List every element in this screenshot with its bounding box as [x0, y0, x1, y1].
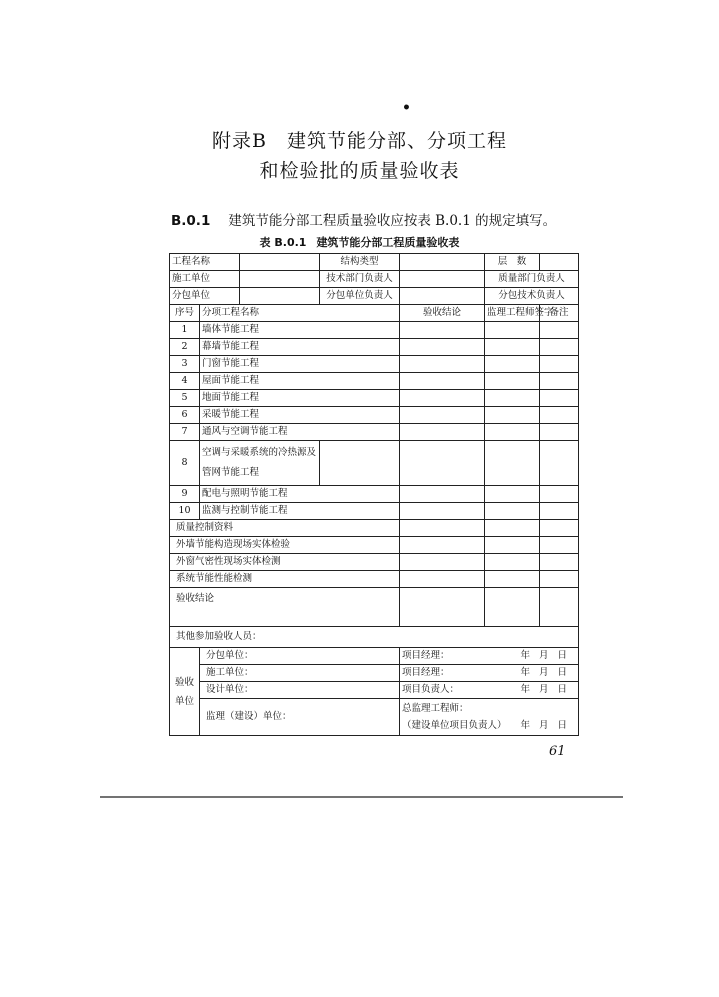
col-no-header: 序号: [170, 305, 200, 322]
item-name: 配电与照明节能工程: [200, 486, 400, 503]
accept-unit-name: 设计单位：: [200, 682, 400, 699]
cell: [540, 537, 579, 554]
wall-test-label: 外墙节能构造现场实体检验: [170, 537, 400, 554]
table-row: [170, 486, 579, 503]
appendix-title: 附录B 建筑节能分部、分项工程: [212, 130, 507, 152]
cell: [540, 390, 579, 407]
sub-unit-head-value: [400, 288, 485, 305]
date-field: 年月日: [520, 667, 577, 678]
accept-role: 项目经理：: [402, 650, 450, 661]
tech-dept-head-label: 技术部门负责人: [320, 271, 400, 288]
sub-unit-head-label: 分包单位负责人: [320, 288, 400, 305]
item-name: 空调与采暖系统的冷热源及管网节能工程: [200, 441, 320, 486]
conclusion-label: 验收结论: [170, 588, 400, 627]
floors-label: 层 数: [485, 254, 540, 271]
accept-unit-name: 施工单位：: [200, 665, 400, 682]
cell: [485, 571, 540, 588]
date-field: 年月日: [520, 720, 577, 731]
item-name: 幕墙节能工程: [200, 339, 400, 356]
table-caption-number: 表 B.0.1: [259, 236, 307, 249]
clause-text: 建筑节能分部工程质量验收应按表 B.0.1 的规定填写。: [228, 213, 557, 229]
col-item-header: 分项工程名称: [200, 305, 400, 322]
cell: [540, 373, 579, 390]
cell: [485, 373, 540, 390]
owner-head-label: （建设单位项目负责人）: [402, 720, 507, 731]
cell: [540, 588, 579, 627]
clause: [171, 209, 556, 229]
table-row: [170, 356, 579, 373]
cell: [400, 520, 485, 537]
cell: [485, 390, 540, 407]
construction-unit-label: 施工单位: [170, 271, 240, 288]
chief-supervisor-label: 总监理工程师：: [402, 703, 469, 714]
table-row: [170, 627, 579, 648]
cell: [540, 424, 579, 441]
others-label: 其他参加验收人员：: [170, 627, 579, 648]
accept-role-cell: [400, 665, 579, 682]
item-no: 7: [170, 424, 200, 441]
date-field: 年月日: [520, 684, 577, 695]
cell: [400, 339, 485, 356]
cell: [540, 322, 579, 339]
cell: [400, 486, 485, 503]
page-marker: •: [402, 100, 411, 116]
accept-role-cell: [400, 648, 579, 665]
table-row: [170, 407, 579, 424]
cell: [400, 554, 485, 571]
item-name: 墙体节能工程: [200, 322, 400, 339]
sub-unit-value: [240, 288, 320, 305]
item-name: 通风与空调节能工程: [200, 424, 400, 441]
table-row: [170, 588, 579, 627]
cell: [485, 554, 540, 571]
cell: [540, 571, 579, 588]
bottom-rule: [100, 796, 623, 798]
cell: [485, 322, 540, 339]
table-row: [170, 554, 579, 571]
cell: [540, 520, 579, 537]
cell: [400, 407, 485, 424]
table-row: [170, 288, 579, 305]
table-row: [170, 424, 579, 441]
window-test-label: 外窗气密性现场实体检测: [170, 554, 400, 571]
item-no: 8: [170, 441, 200, 486]
col-note-header: 备注: [540, 305, 579, 322]
sub-unit-label: 分包单位: [170, 288, 240, 305]
project-name-label: 工程名称: [170, 254, 240, 271]
system-test-label: 系统节能性能检测: [170, 571, 400, 588]
sub-tech-head-label: 分包技术负责人: [485, 288, 579, 305]
table-header-row: [170, 305, 579, 322]
cell: [540, 503, 579, 520]
accept-unit-label: 验收单位: [170, 648, 200, 736]
structure-type-label: 结构类型: [320, 254, 400, 271]
appendix-subtitle: 和检验批的质量验收表: [259, 160, 460, 182]
accept-role-cell: [400, 682, 579, 699]
page-number: 61: [549, 744, 566, 759]
cell: [540, 339, 579, 356]
table-row: [170, 520, 579, 537]
cell: [400, 503, 485, 520]
cell: [485, 407, 540, 424]
cell: [485, 503, 540, 520]
quality-data-label: 质量控制资料: [170, 520, 400, 537]
cell: [400, 424, 485, 441]
cell: [320, 441, 400, 486]
table-row: [170, 682, 579, 699]
table-row: [170, 537, 579, 554]
cell: [400, 571, 485, 588]
table-row: [170, 571, 579, 588]
col-conclusion-header: 验收结论: [400, 305, 485, 322]
table-row: [170, 665, 579, 682]
accept-unit-name: 分包单位：: [200, 648, 400, 665]
item-no: 10: [170, 503, 200, 520]
project-name-value: [240, 254, 320, 271]
table-row: [170, 503, 579, 520]
cell: [400, 373, 485, 390]
cell: [540, 554, 579, 571]
cell: [485, 441, 540, 486]
construction-unit-value: [240, 271, 320, 288]
item-name: 屋面节能工程: [200, 373, 400, 390]
table-caption-text: 建筑节能分部工程质量验收表: [316, 236, 460, 249]
col-signature-header: 监理工程师签字: [485, 305, 540, 322]
supervisor-cell: [400, 699, 579, 736]
table-row: [170, 373, 579, 390]
item-name: 监测与控制节能工程: [200, 503, 400, 520]
cell: [485, 520, 540, 537]
table-row: [170, 648, 579, 665]
item-no: 5: [170, 390, 200, 407]
cell: [485, 424, 540, 441]
item-name: 门窗节能工程: [200, 356, 400, 373]
table-row: [170, 699, 579, 736]
cell: [540, 356, 579, 373]
cell: [485, 588, 540, 627]
cell: [540, 441, 579, 486]
supervision-unit-label: 监理（建设）单位：: [200, 699, 400, 736]
item-no: 2: [170, 339, 200, 356]
cell: [540, 486, 579, 503]
accept-role: 项目负责人：: [402, 684, 460, 695]
floors-value: [540, 254, 579, 271]
item-name: 地面节能工程: [200, 390, 400, 407]
item-no: 4: [170, 373, 200, 390]
cell: [485, 339, 540, 356]
date-field: 年月日: [520, 650, 577, 661]
acceptance-table: [169, 253, 579, 736]
accept-role: 项目经理：: [402, 667, 450, 678]
table-row: [170, 254, 579, 271]
quality-dept-head-label: 质量部门负责人: [485, 271, 579, 288]
table-row: [170, 322, 579, 339]
table-row: [170, 441, 579, 486]
structure-type-value: [400, 254, 485, 271]
clause-number: B.0.1: [171, 213, 211, 229]
item-name: 采暖节能工程: [200, 407, 400, 424]
cell: [540, 407, 579, 424]
cell: [485, 486, 540, 503]
table-row: [170, 271, 579, 288]
tech-dept-head-value: [400, 271, 485, 288]
cell: [485, 537, 540, 554]
item-no: 1: [170, 322, 200, 339]
item-no: 3: [170, 356, 200, 373]
item-no: 9: [170, 486, 200, 503]
cell: [400, 537, 485, 554]
table-row: [170, 390, 579, 407]
table-row: [170, 339, 579, 356]
cell: [485, 356, 540, 373]
cell: [400, 390, 485, 407]
item-no: 6: [170, 407, 200, 424]
cell: [400, 588, 485, 627]
cell: [400, 356, 485, 373]
cell: [400, 441, 485, 486]
cell: [400, 322, 485, 339]
table-caption: [0, 234, 719, 250]
